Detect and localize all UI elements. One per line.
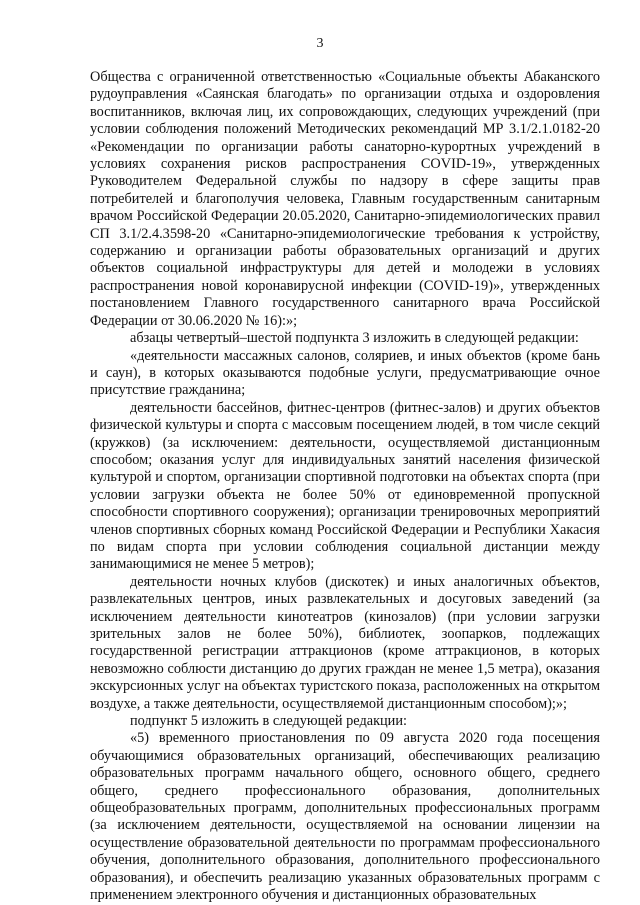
paragraph-night-clubs: деятельности ночных клубов (дискотек) и иных аналогичных объектов, развлекательных центров, иных развлекательных и досуговых заведений (за исключением деятельности кинотеатров (кинозалов) (при условии загрузки зрительных залов не более 50%), библиотек, зоопарков, подлежащих государственной регистрации аттракционов (кроме аттракционов, в которых невозможно соблюсти дистанцию до других граждан не менее 1,5 метра), оказания экскурсионных услуг на объектах туристского показа, расположенных на открытом воздухе, а также деятельности, осуществляемой дистанционным способом);»; bbox=[90, 573, 600, 712]
paragraph-amendment-intro-5: подпункт 5 изложить в следующей редакции: bbox=[130, 713, 407, 730]
document-body bbox=[90, 69, 600, 905]
paragraph-pools-fitness: деятельности бассейнов, фитнес-центров (фитнес-залов) и других объектов физической культуры и спорта с массовым посещением людей, в том числе секций (кружков) (за исключением: деятельности, осуществляемой дистанционным способом; оказания услуг для индивидуальных занятий населения физической культурой и спортом, организации спортивной подготовки на объектах спорта (при условии загрузки объекта не более 50% от единовременной пропускной способности спортивного сооружения); организации тренировочных мероприятий членов спортивных сборных команд Российской Федерации и Республики Хакасия по видам спорта при условии соблюдения социальной дистанции между занимающимися не менее 5 метров); bbox=[90, 399, 600, 573]
paragraph-continuation: Общества с ограниченной ответственностью «Социальные объекты Абаканского рудоуправления «Саянская благодать» по организации отдыха и оздоровления воспитанников, включая лиц, их сопровождающих, следующих учреждений (при условии соблюдения положений Методических рекомендаций МР 3.1/2.1.0182-20 «Рекомендации по организации работы санаторно-курортных учреждений в условиях сохранения рисков распространения COVID-19», утвержденных Руководителем Федеральной службы по надзору в сфере защиты прав потребителей и благополучия человека, Главным государственным санитарным врачом Российской Федерации 20.05.2020, Санитарно-эпидемиологических правил СП 3.1/2.4.3598-20 «Санитарно-эпидемиологические требования к устройству, содержанию и организации работы образовательных организаций и других объектов социальной инфраструктуры для детей и молодежи в условиях распространения новой коронавирусной инфекции (COVID-19)», утвержденных постановлением Главного государственного санитарного врача Российской Федерации от 30.06.2020 № 16):»; bbox=[90, 69, 600, 329]
paragraph-amendment-intro-3: абзацы четвертый–шестой подпункта 3 изложить в следующей редакции: bbox=[130, 330, 579, 347]
paragraph-education-suspension: «5) временного приостановления по 09 августа 2020 года посещения обучающимися образовательных организаций, обеспечивающих реализацию образовательных программ начального общего, основного общего, среднего общего, среднего профессионального образования, дополнительных общеобразовательных программ, дополнительных профессиональных программ (за исключением деятельности, осуществляемой на основании лицензии на осуществление образовательной деятельности по программам профессионального обучения, дополнительного образования, дополнительного профессионального образования), и обеспечить реализацию указанных образовательных программ с применением электронного обучения и дистанционных образовательных bbox=[90, 730, 600, 904]
paragraph-massage-salons: «деятельности массажных салонов, соляриев, и иных объектов (кроме бань и саун), в которых оказываются подобные услуги, предусматривающие очное присутствие гражданина; bbox=[90, 347, 600, 399]
page-number: 3 bbox=[316, 36, 324, 51]
